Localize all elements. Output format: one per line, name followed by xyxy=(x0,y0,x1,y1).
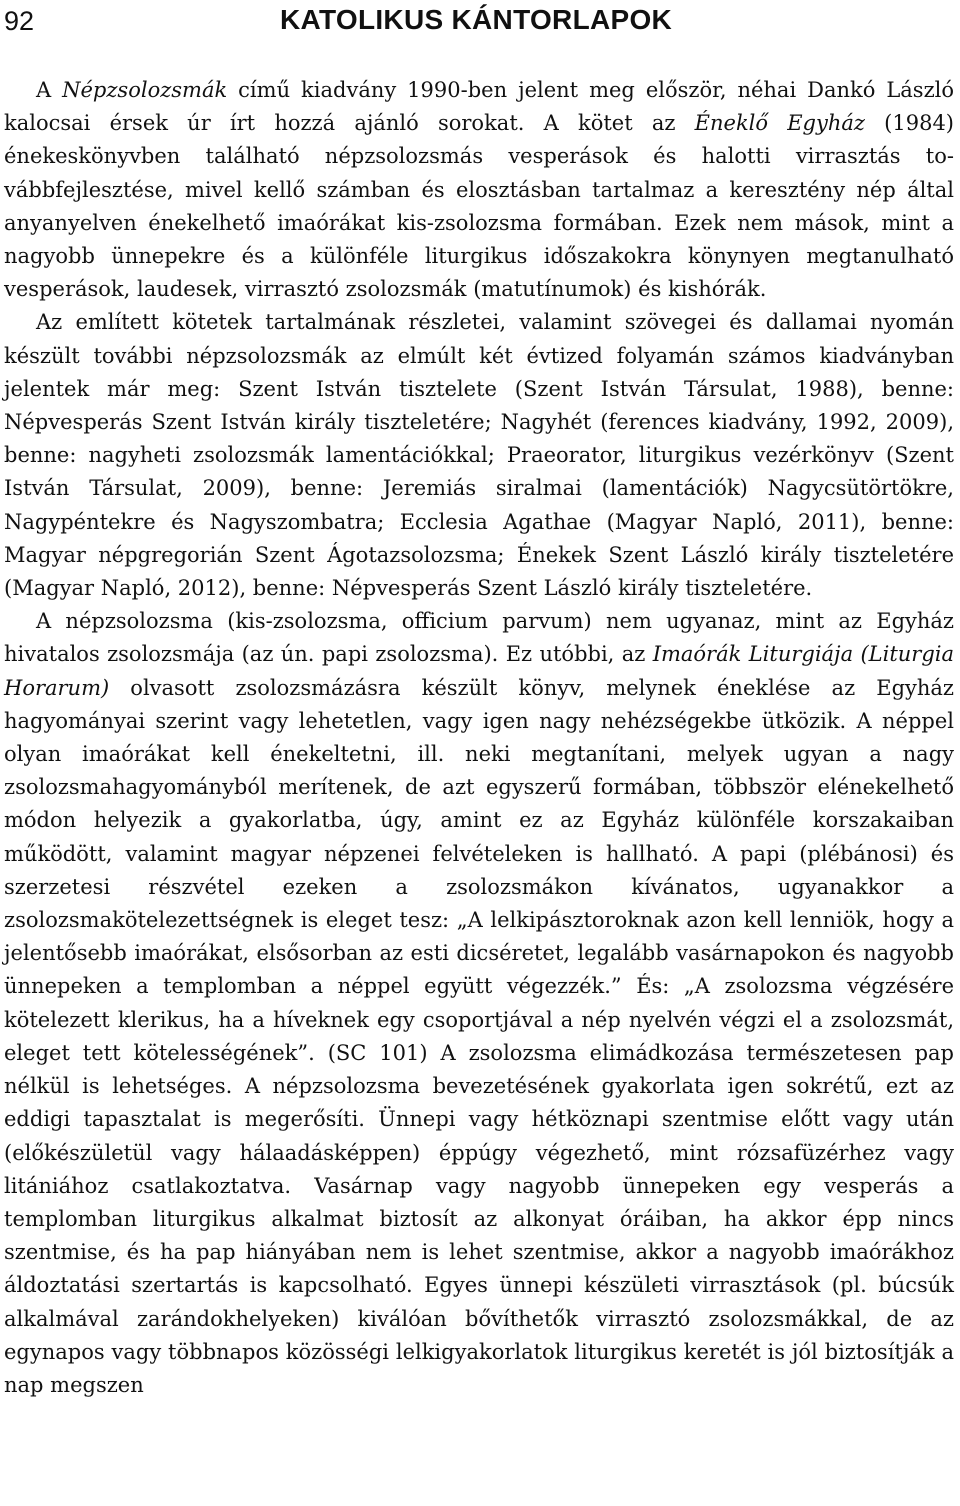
text-run: Az említett kötetek tartalmának részletei, valamint szövegei és dallamai nyomán készült további népzsolozsmák az elmúlt két évtized folyamán számos kiadványban jelentek már meg: Szent István tisztelete (Szent István Társulat, 1988), benne: Népvesperás Szent István király tiszteletére; Nagyhét (ferences kiadvány, 1992, 2009), benne: nagyheti zsolozsmák lamentációkkal; Praeorator, liturgikus vezérkönyv (Szent István Társulat, 2009), benne: Jeremiás siralmai (lamentációk) Nagycsütörtökre, Nagypéntekre és Nagyszombatra; Ecclesia Agathae (Magyar Napló, 2011), benne: Magyar népgregorián Szent Ágotazsolozsma; Énekek Szent László király tiszteletére (Magyar Napló, 2012), benne: Népvesperás Szent László király tiszteletére. xyxy=(4,310,954,601)
paragraph-1 xyxy=(4,74,954,306)
running-title: KATOLIKUS KÁNTORLAPOK xyxy=(280,4,673,35)
book-title: Imaórák Liturgiája (Liturgia Horarum) xyxy=(4,642,954,700)
paragraph-2 xyxy=(4,306,954,605)
text-run: (1984) énekeskönyvben található népzsolozsmás vesperások és halotti virrasztás továbbfejlesztése, mivel kellő számban és elosztásban tartalmaz a keresztény nép által anyanyelven énekelhető imaórákat kis-zsolozsma formában. Ezek nem mások, mint a nagyobb ünnepekre és a különféle liturgikus időszakokra könynyen megtanulható vesperások, laudesek, virrasztó zsolozsmák (matutínumok) és kishórák. xyxy=(4,111,954,302)
text-run: A népzsolozsma (kis-zsolozsma, officium parvum) nem ugyanaz, mint az Egyház hivatalos zsolozsmája (az ún. papi zsolozsma). Ez utóbbi, az xyxy=(4,609,954,667)
body-text xyxy=(4,74,954,1402)
book-title: Éneklő Egyház xyxy=(694,111,865,136)
page-number: 92 xyxy=(4,6,35,36)
text-run: című kiadvány 1990-ben jelent meg először, néhai Dankó László kalocsai érsek úr írt hozzá ajánló sorokat. A kötet az xyxy=(4,78,954,136)
page-header xyxy=(0,0,960,48)
text-run: olvasott zsolozsmázásra készült könyv, melynek éneklése az Egyház hagyományai szerint vagy lehetetlen, vagy igen nagy nehézségekbe ütközik. A néppel olyan imaórákat kell énekeltetni, ill. neki megtanítani, melyek ugyan a nagy zsolozsmahagyományból merítenek, de azt egyszerű formában, többször elénekelhető módon helyezik a gyakorlatba, úgy, amint ez az Egyház különféle korszakaiban működött, valamint magyar népzenei felvételeken is hallható. A papi (plébánosi) és szerzetesi részvétel ezeken a zsolozsmákon kívánatos, ugyanakkor a zsolozsmakötelezettségnek is eleget tesz: „A lelkipásztoroknak azon kell lenniök, hogy a jelentősebb imaórákat, elsősorban az esti dicséretet, legalább vasárnapokon és nagyobb ünnepeken a templomban a néppel együtt végezzék.” És: „A zsolozsma végzésére kötelezett klerikus, ha a híveknek egy csoportjával a nép nyelvén végzi el a zsolozsmát, eleget tett kötelességének”. (SC 101) A zsolozsma elimádkozása természetesen pap nélkül is lehetséges. A népzsolozsma bevezetésének gyakorlata igen sokrétű, ezt az eddigi tapasztalat is megerősíti. Ünnepi vagy hétköznapi szentmise előtt vagy után (előkészületül vagy hálaadásképpen) éppúgy végezhető, mint rózsafüzérhez vagy litániához csatlakoztatva. Vasárnap vagy nagyobb ünnepeken egy vesperás a templomban liturgikus alkalmat biztosít az alkonyat óráiban, ha akkor épp nincs szentmise, és ha pap hiányában nem is lehet szentmise, akkor a nagyobb imaórákhoz áldoztatási szertartás is kapcsolható. Egyes ünnepi készületi virrasztások (pl. búcsúk alkalmával zarándokhelyeken) kiválóan bővíthetők virrasztó zsolozsmákkal, de az egynapos vagy többnapos közösségi lelkigyakorlatok liturgikus keretét is jól biztosítják a nap megszen xyxy=(4,675,954,1397)
book-title: Népzsolozsmák xyxy=(62,78,228,102)
paragraph-3 xyxy=(4,605,954,1402)
text-run: A xyxy=(36,78,63,102)
